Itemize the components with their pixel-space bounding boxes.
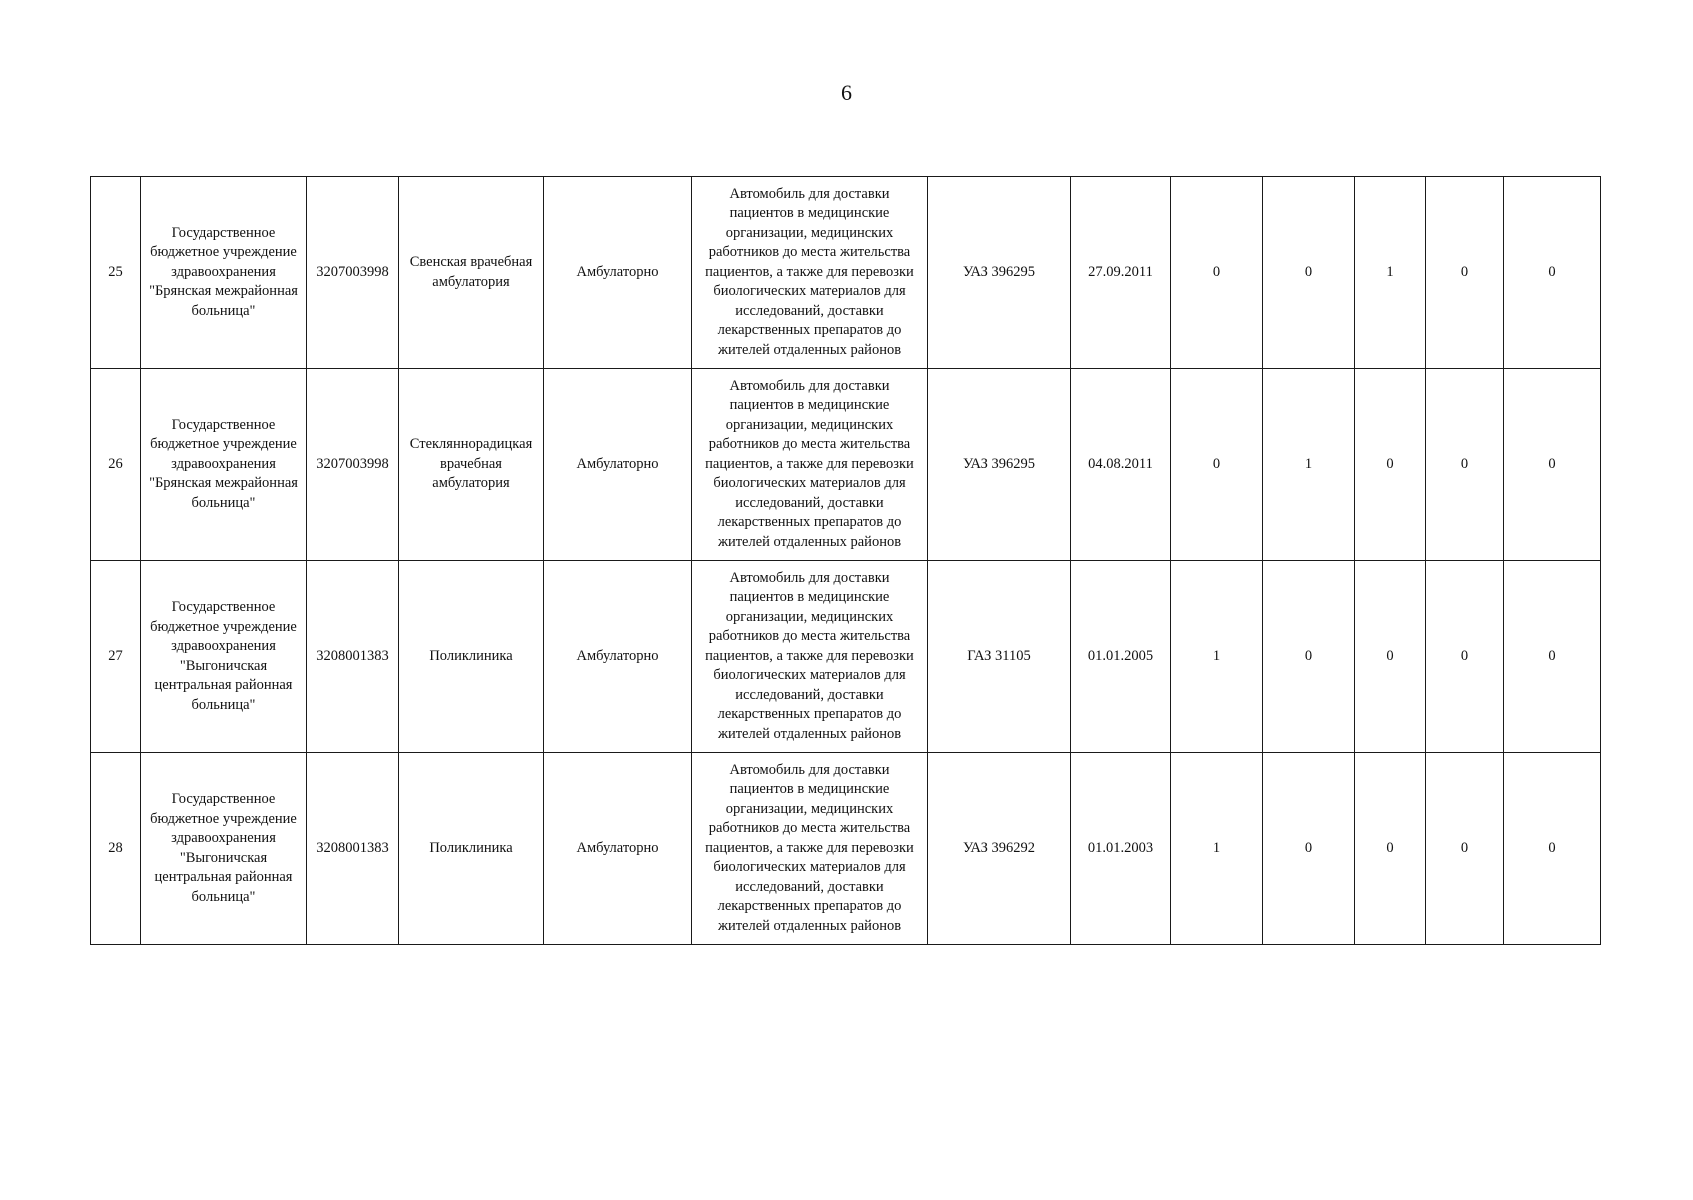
page-number: 6 — [841, 80, 852, 105]
inn: 3207003998 — [307, 369, 399, 561]
row-number: 27 — [91, 561, 141, 753]
institution-name: Государственное бюджетное учреждение здравоохранения "Брянская межрайонная больница" — [141, 177, 307, 369]
row-number: 28 — [91, 753, 141, 945]
value-cell: 0 — [1171, 177, 1263, 369]
registration-date: 04.08.2011 — [1071, 369, 1171, 561]
registration-date: 01.01.2003 — [1071, 753, 1171, 945]
care-type: Амбулаторно — [544, 561, 692, 753]
value-cell: 0 — [1504, 753, 1601, 945]
vehicle-purpose: Автомобиль для доставки пациентов в медицинские организации, медицинских работников до места жительства пациентов, а также для перевозки биологических материалов для исследований, доставки лекарственных препаратов до жителей отдаленных районов — [692, 753, 928, 945]
table-row — [91, 753, 1601, 945]
table-row — [91, 561, 1601, 753]
table-row — [91, 177, 1601, 369]
value-cell: 0 — [1426, 369, 1504, 561]
value-cell: 0 — [1426, 753, 1504, 945]
inn: 3208001383 — [307, 753, 399, 945]
care-type: Амбулаторно — [544, 177, 692, 369]
vehicle-model: УАЗ 396295 — [928, 369, 1071, 561]
care-type: Амбулаторно — [544, 753, 692, 945]
value-cell: 0 — [1426, 177, 1504, 369]
vehicle-model: УАЗ 396292 — [928, 753, 1071, 945]
vehicle-purpose: Автомобиль для доставки пациентов в медицинские организации, медицинских работников до места жительства пациентов, а также для перевозки биологических материалов для исследований, доставки лекарственных препаратов до жителей отдаленных районов — [692, 177, 928, 369]
value-cell: 0 — [1355, 753, 1426, 945]
value-cell: 0 — [1171, 369, 1263, 561]
value-cell: 1 — [1263, 369, 1355, 561]
value-cell: 0 — [1504, 369, 1601, 561]
care-type: Амбулаторно — [544, 369, 692, 561]
value-cell: 0 — [1426, 561, 1504, 753]
value-cell: 1 — [1171, 753, 1263, 945]
vehicle-model: УАЗ 396295 — [928, 177, 1071, 369]
inn: 3207003998 — [307, 177, 399, 369]
inn: 3208001383 — [307, 561, 399, 753]
value-cell: 0 — [1355, 561, 1426, 753]
value-cell: 0 — [1263, 561, 1355, 753]
table-row — [91, 369, 1601, 561]
row-number: 26 — [91, 369, 141, 561]
row-number: 25 — [91, 177, 141, 369]
subdivision: Поликлиника — [399, 753, 544, 945]
value-cell: 0 — [1355, 369, 1426, 561]
vehicle-model: ГАЗ 31105 — [928, 561, 1071, 753]
subdivision: Поликлиника — [399, 561, 544, 753]
vehicle-registry-table — [90, 176, 1601, 945]
institution-name: Государственное бюджетное учреждение здравоохранения "Выгоничская центральная районная больница" — [141, 561, 307, 753]
value-cell: 1 — [1171, 561, 1263, 753]
value-cell: 0 — [1504, 177, 1601, 369]
value-cell: 0 — [1263, 753, 1355, 945]
vehicle-purpose: Автомобиль для доставки пациентов в медицинские организации, медицинских работников до места жительства пациентов, а также для перевозки биологических материалов для исследований, доставки лекарственных препаратов до жителей отдаленных районов — [692, 561, 928, 753]
institution-name: Государственное бюджетное учреждение здравоохранения "Брянская межрайонная больница" — [141, 369, 307, 561]
subdivision: Стекляннорадицкая врачебная амбулатория — [399, 369, 544, 561]
registration-date: 01.01.2005 — [1071, 561, 1171, 753]
registration-date: 27.09.2011 — [1071, 177, 1171, 369]
subdivision: Свенская врачебная амбулатория — [399, 177, 544, 369]
vehicle-purpose: Автомобиль для доставки пациентов в медицинские организации, медицинских работников до места жительства пациентов, а также для перевозки биологических материалов для исследований, доставки лекарственных препаратов до жителей отдаленных районов — [692, 369, 928, 561]
value-cell: 0 — [1504, 561, 1601, 753]
institution-name: Государственное бюджетное учреждение здравоохранения "Выгоничская центральная районная больница" — [141, 753, 307, 945]
value-cell: 0 — [1263, 177, 1355, 369]
value-cell: 1 — [1355, 177, 1426, 369]
